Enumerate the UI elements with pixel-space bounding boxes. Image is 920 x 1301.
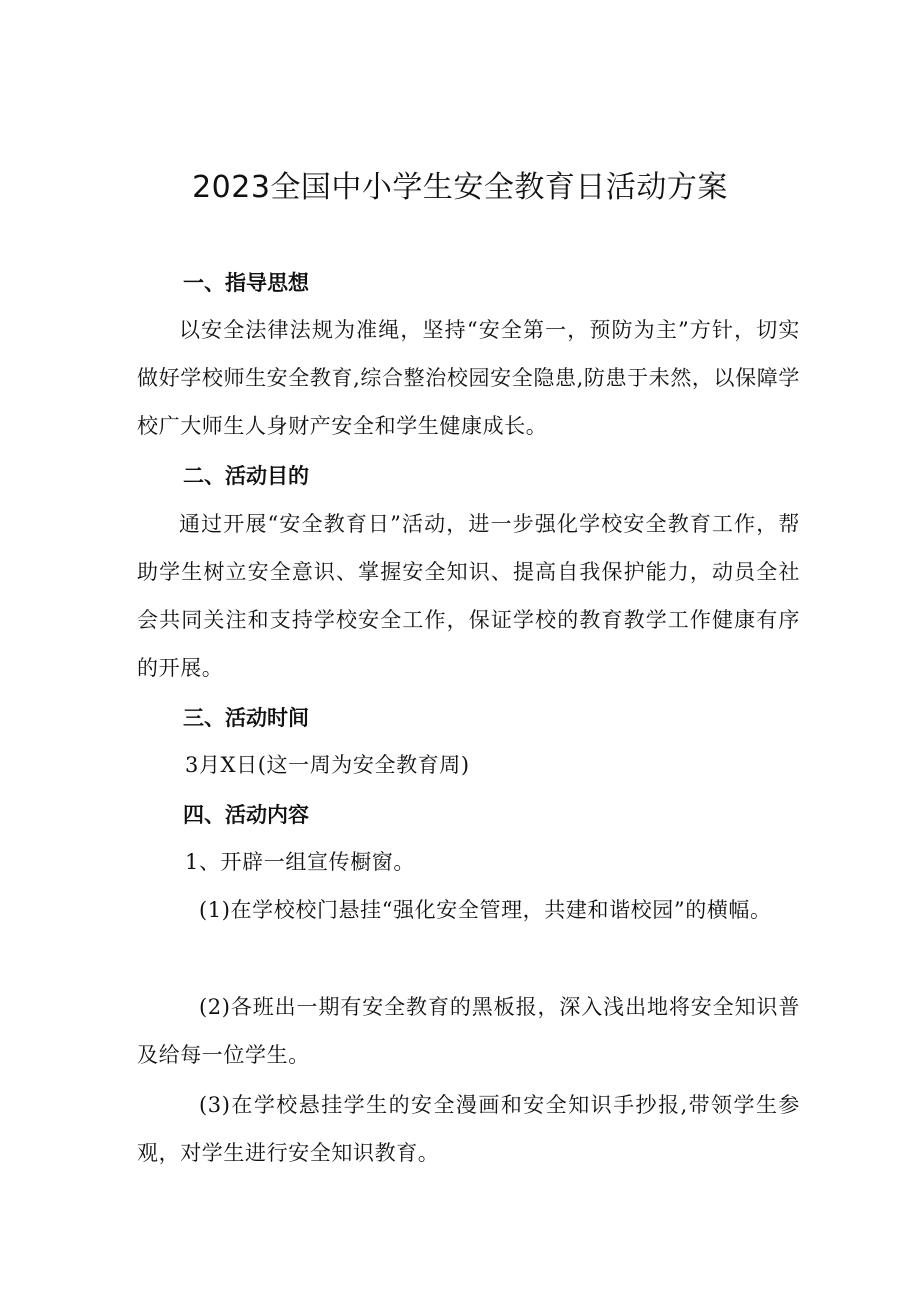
section-heading-guiding-thought: 一、指导思想 — [183, 271, 309, 295]
section-heading-time: 三、活动时间 — [183, 706, 309, 730]
paragraph-content-subitem-1: (1)在学校校门悬挂“强化安全管理，共建和谐校园”的横幅。 — [199, 898, 772, 922]
paragraph-time: 3月X日(这一周为安全教育周) — [185, 753, 470, 777]
paragraph-purpose: 通过开展“安全教育日”活动，进一步强化学校安全教育工作，帮助学生树立安全意识、掌握安全知识、提高自我保护能力，动员全社会共同关注和支持学校安全工作，保证学校的教育教学工作健康有序的开展。 — [137, 512, 800, 680]
paragraph-content-subitem-2: (2)各班出一期有安全教育的黑板报，深入浅出地将安全知识普及给每一位学生。 — [137, 995, 800, 1067]
section-heading-purpose: 二、活动目的 — [183, 464, 309, 488]
paragraph-guiding-thought: 以安全法律法规为准绳，坚持“安全第一，预防为主”方针，切实做好学校师生安全教育,综合整治校园安全隐患,防患于未然，以保障学校广大师生人身财产安全和学生健康成长。 — [137, 318, 800, 438]
section-heading-content: 四、活动内容 — [183, 803, 309, 827]
paragraph-content-subitem-3: (3)在学校悬挂学生的安全漫画和安全知识手抄报,带领学生参观，对学生进行安全知识教育。 — [137, 1093, 800, 1165]
document-title: 2023全国中小学生安全教育日活动方案 — [192, 170, 728, 205]
paragraph-content-item-1: 1、开辟一组宣传橱窗。 — [185, 850, 415, 874]
